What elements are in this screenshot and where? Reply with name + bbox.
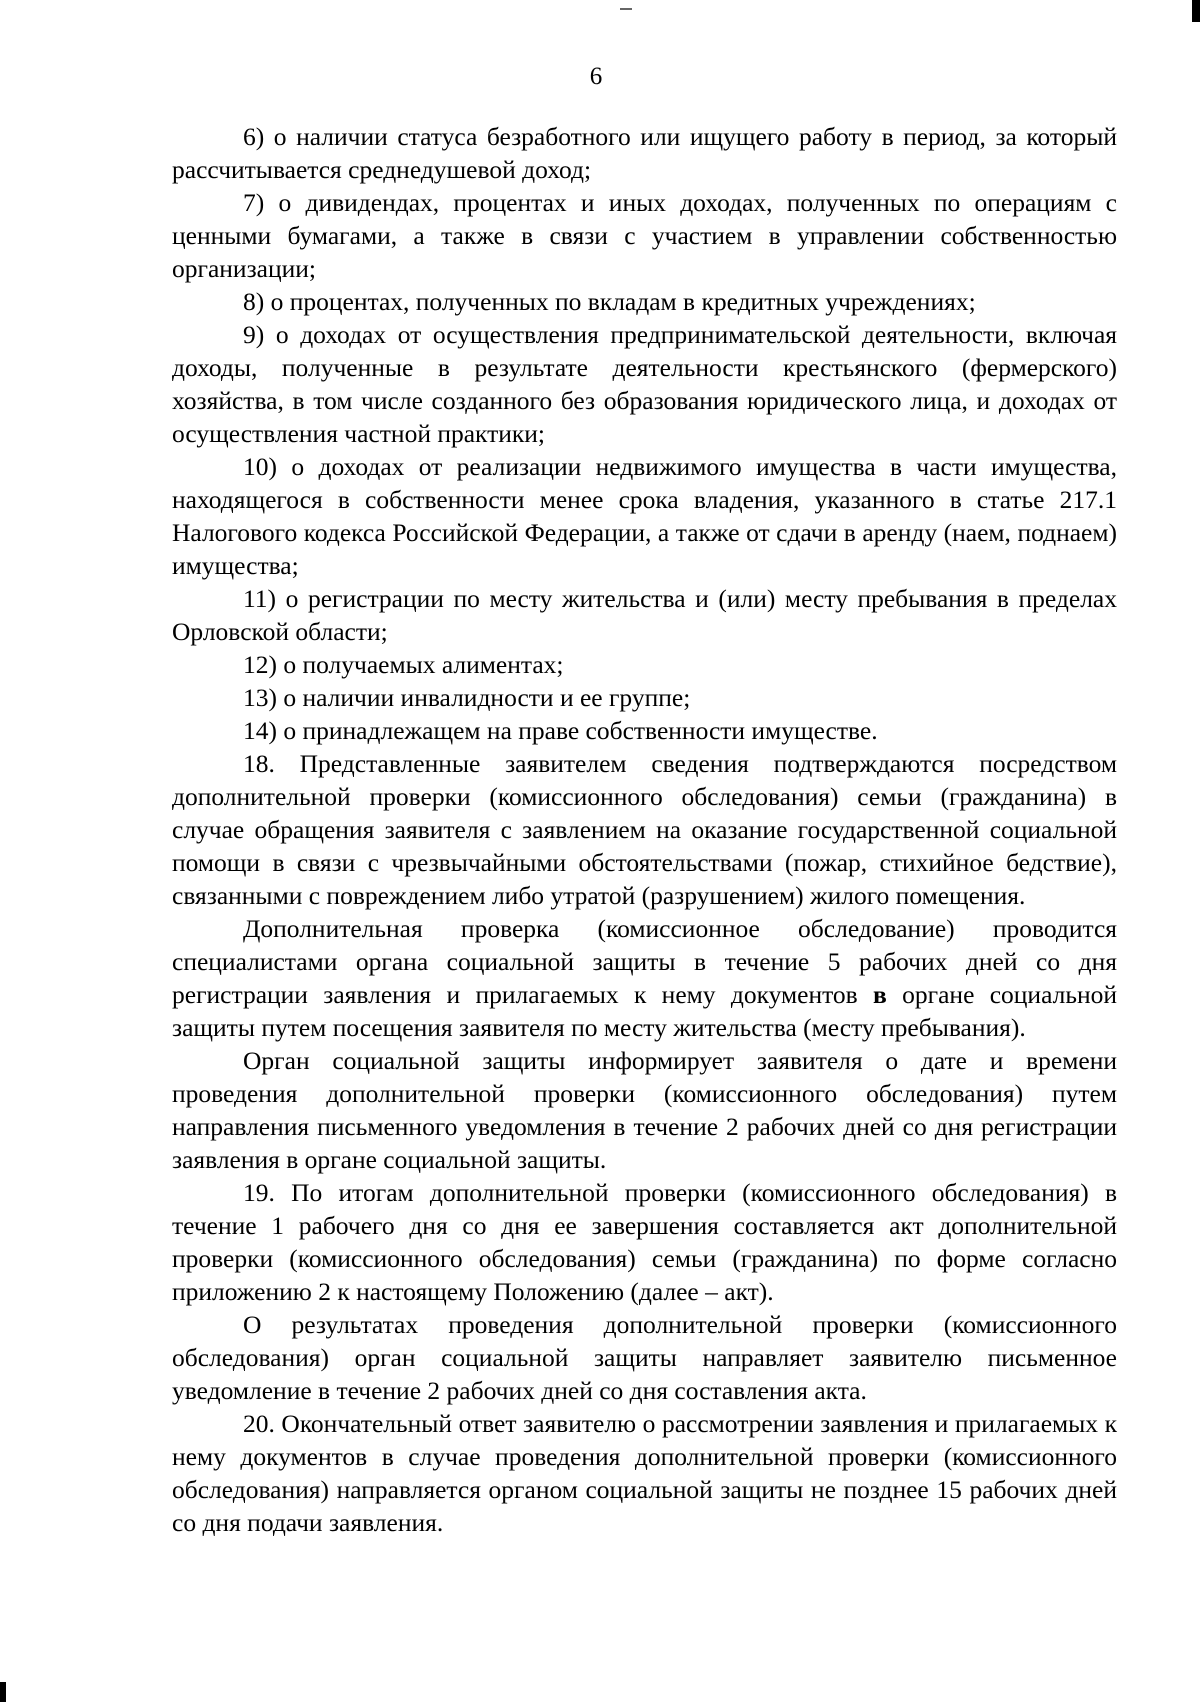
paragraph-clause-18-inspection [172,912,1117,1044]
page-number: 6 [589,63,603,90]
paragraph-item-10: 10) о доходах от реализации недвижимого имущества в части имущества, находящегося в собственности менее срока владения, указанного в статье 217.1 Налогового кодекса Российской Федерации, а также от сдачи в аренду (наем, поднаем) имущества; [172,452,1117,580]
paragraph-clause-20: 20. Окончательный ответ заявителю о рассмотрении заявления и прилагаемых к нему документов в случае проведения дополнительной проверки (комиссионного обследования) направляется органом социальной защиты не позднее 15 рабочих дней со дня подачи заявления. [172,1409,1117,1537]
paragraph-item-7: 7) о дивидендах, процентах и иных доходах, полученных по операциям с ценными бумагами, а также в связи с участием в управлении собственностью организации; [172,188,1117,283]
paragraph-item-6: 6) о наличии статуса безработного или ищущего работу в период, за который рассчитывается среднедушевой доход; [172,122,1117,184]
scan-artifact [1192,0,1200,22]
paragraph-text: органе социальной защиты путем посещения заявителя по месту жительства (месту пребывания). [172,980,1118,1042]
paragraph-item-12: 12) о получаемых алиментах; [243,650,564,679]
paragraph-item-9: 9) о доходах от осуществления предпринимательской деятельности, включая доходы, полученные в результате деятельности крестьянского (фермерского) хозяйства, в том числе созданного без образования юридического лица, и доходах от осуществления частной практики; [172,320,1117,448]
paragraph-clause-18: 18. Представленные заявителем сведения подтверждаются посредством дополнительной проверки (комиссионного обследования) семьи (гражданина) в случае обращения заявителя с заявлением на оказание государственной социальной помощи в связи с чрезвычайными обстоятельствами (пожар, стихийное бедствие), связанными с повреждением либо утратой (разрушением) жилого помещения. [172,749,1117,910]
paragraph-clause-19-results: О результатах проведения дополнительной проверки (комиссионного обследования) орган социальной защиты направляет заявителю письменное уведомление в течение 2 рабочих дней со дня составления акта. [172,1310,1117,1405]
paragraph-item-14: 14) о принадлежащем на праве собственности имуществе. [243,716,878,745]
paragraph-clause-18-notification: Орган социальной защиты информирует заявителя о дате и времени проведения дополнительной проверки (комиссионного обследования) путем направления письменного уведомления в течение 2 рабочих дней со дня регистрации заявления в органе социальной защиты. [172,1046,1117,1174]
bold-letter: в [873,980,887,1009]
scan-artifact [620,8,632,10]
paragraph-item-13: 13) о наличии инвалидности и ее группе; [243,683,691,712]
paragraph-clause-19: 19. По итогам дополнительной проверки (комиссионного обследования) в течение 1 рабочего дня со дня ее завершения составляется акт дополнительной проверки (комиссионного обследования) семьи (гражданина) по форме согласно приложению 2 к настоящему Положению (далее – акт). [172,1178,1117,1306]
paragraph-item-11: 11) о регистрации по месту жительства и (или) месту пребывания в пределах Орловской области; [172,584,1117,646]
paragraph-text: Дополнительная проверка (комиссионное обследование) проводится специалистами органа социальной защиты в течение 5 рабочих дней со дня регистрации заявления и прилагаемых к нему документов [172,914,1117,1009]
scan-artifact [0,1682,6,1702]
paragraph-item-8: 8) о процентах, полученных по вкладам в кредитных учреждениях; [243,287,976,316]
document-body [172,120,1117,1539]
